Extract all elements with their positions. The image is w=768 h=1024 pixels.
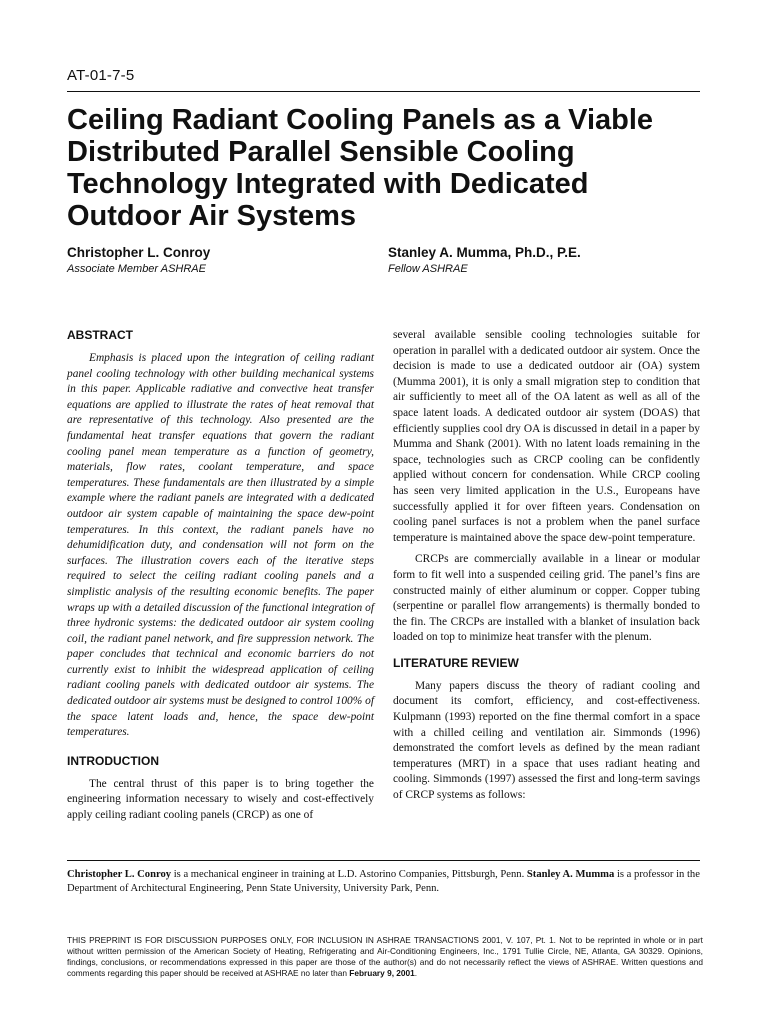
footnote-name-1: Christopher L. Conroy bbox=[67, 869, 172, 880]
introduction-paragraph-1-start: The central thrust of this paper is to bring together the engineering information necessary to wisely and cost-effectively apply ceiling radiant cooling panels (CRCP) as one of bbox=[67, 777, 374, 822]
introduction-paragraph-1-cont: several available sensible cooling technologies suitable for operation in parallel with a dedicated outdoor air system. Once the decision is made to use a dedicated outdoor air (OA) system (Mumma 2001), it is only a small migration step to condition that air sufficiently to meet all of the OA latent as well as all of the space latent loads. A dedicated outdoor air system (DOAS) that efficiently supplies cool dry OA is discussed in detail in a paper by Mumma and Shank (2001). With no latent loads remaining in the space, technologies such as CRCP cooling can be confidently applied without concern for condensation. While CRCP cooling has seen very limited application in the U.S., Europeans have successfully applied it for over fifteen years. Condensation on cooling panel surfaces is not a problem when the panel surface temperature is maintained above the space dew-point temperature. bbox=[393, 329, 700, 544]
disclaimer-text: THIS PREPRINT IS FOR DISCUSSION PURPOSES ONLY, FOR INCLUSION IN ASHRAE TRANSACTIONS 2001, V. 107, Pt. 1. Not to be reprinted in whole or in part without written permission of the American Society of Heating, Refrigerating and Air-Conditioning Engineers, Inc., 1791 Tullie Circle, NE, Atlanta, GA 30329. Opinions, findings, conclusions, or recommendations expressed in this paper are those of the author(s) and do not necessarily reflect the views of ASHRAE. Written questions and comments regarding this paper should be received at ASHRAE no later than bbox=[67, 935, 703, 978]
footnote-text-2: is a professor in the Department of Architectural Engineering, Penn State University, University Park, Penn. bbox=[67, 869, 700, 894]
literature-review-heading: LITERATURE REVIEW bbox=[393, 655, 519, 670]
author-name: Christopher L. Conroy bbox=[67, 245, 211, 260]
footnote-text-1: is a mechanical engineer in training at L.D. Astorino Companies, Pittsburgh, Penn. bbox=[171, 869, 527, 880]
disclaimer-deadline: February 9, 2001 bbox=[349, 968, 415, 978]
left-column bbox=[67, 328, 374, 824]
author-block-2 bbox=[388, 245, 581, 276]
introduction-paragraph-2: CRCPs are commercially available in a linear or modular form to fit well into a suspended ceiling grid. The panel’s fins are constructed mainly of either aluminum or copper. Copper tubing (serpentine or parallel flow arrangements) is thermally bonded to the fin. The CRCPs are installed with a blanket of insulation back loaded on top to minimize heat transfer with the plenum. bbox=[393, 553, 700, 644]
right-column bbox=[393, 328, 700, 804]
author-name: Stanley A. Mumma, Ph.D., P.E. bbox=[388, 245, 581, 260]
paper-id: AT-01-7-5 bbox=[67, 67, 135, 84]
abstract-heading: ABSTRACT bbox=[67, 328, 133, 342]
author-footnote bbox=[67, 868, 702, 896]
author-affiliation: Fellow ASHRAE bbox=[388, 263, 468, 275]
footnote-rule bbox=[67, 860, 700, 861]
footnote-name-2: Stanley A. Mumma bbox=[526, 869, 615, 880]
top-rule bbox=[67, 91, 700, 92]
author-block-1 bbox=[67, 245, 210, 276]
introduction-heading: INTRODUCTION bbox=[67, 753, 159, 768]
literature-review-paragraph-1: Many papers discuss the theory of radiant cooling and document its comfort, efficiency, and cost-effectiveness. Kulpmann (1993) reported on the fine thermal comfort in a space with a chilled ceiling and ventilation air. Simmonds (1996) demonstrated the comfort levels as defined by the mean radiant temperatures (MRT) in a space that uses radiant heating and cooling. Simmonds (1997) assessed the first and long-term savings of CRCP systems as follows: bbox=[393, 679, 700, 802]
paper-title: Ceiling Radiant Cooling Panels as a Viable Distributed Parallel Sensible Cooling Technology Integrated with Dedicated Outdoor Air Systems bbox=[67, 104, 654, 232]
disclaimer-end: . bbox=[414, 968, 418, 978]
preprint-disclaimer bbox=[67, 935, 703, 979]
abstract-text: Emphasis is placed upon the integration of ceiling radiant panel cooling technology with other building mechanical systems in this paper. Applicable radiative and convective heat transfer equations are applied to illustrate the rates of heat removal that are representative of this technology. Also presented are the fundamental heat transfer equations that govern the radiant cooling panel mean temperature as a function of geometry, materials, flow rates, coolant temperature, and space temperatures. These fundamentals are then illustrated by a simple example where the radiant panels are integrated with a dedicated outdoor air system capable of maintaining the space dew-point temperatures. In this context, the radiant panels have no dehumidification duty, and condensation will not form on the surfaces. The illustration covers each of the iterative steps required to select the ceiling radiant cooling panels and a simplistic analysis of the resulting economic benefits. The paper wraps up with a detailed discussion of the functional integration of three hydronic systems: the dedicated outdoor air system cooling coil, the radiant panel network, and fire suppression network. The paper concludes that technical and economic barriers do not currently exist to inhibit the widespread application of ceiling radiant cooling panels with dedicated outdoor air systems. The dedicated outdoor air systems must be designed to control 100% of the space latent loads and, hence, the space dew-point temperatures. bbox=[67, 352, 374, 739]
author-affiliation: Associate Member ASHRAE bbox=[67, 263, 206, 275]
